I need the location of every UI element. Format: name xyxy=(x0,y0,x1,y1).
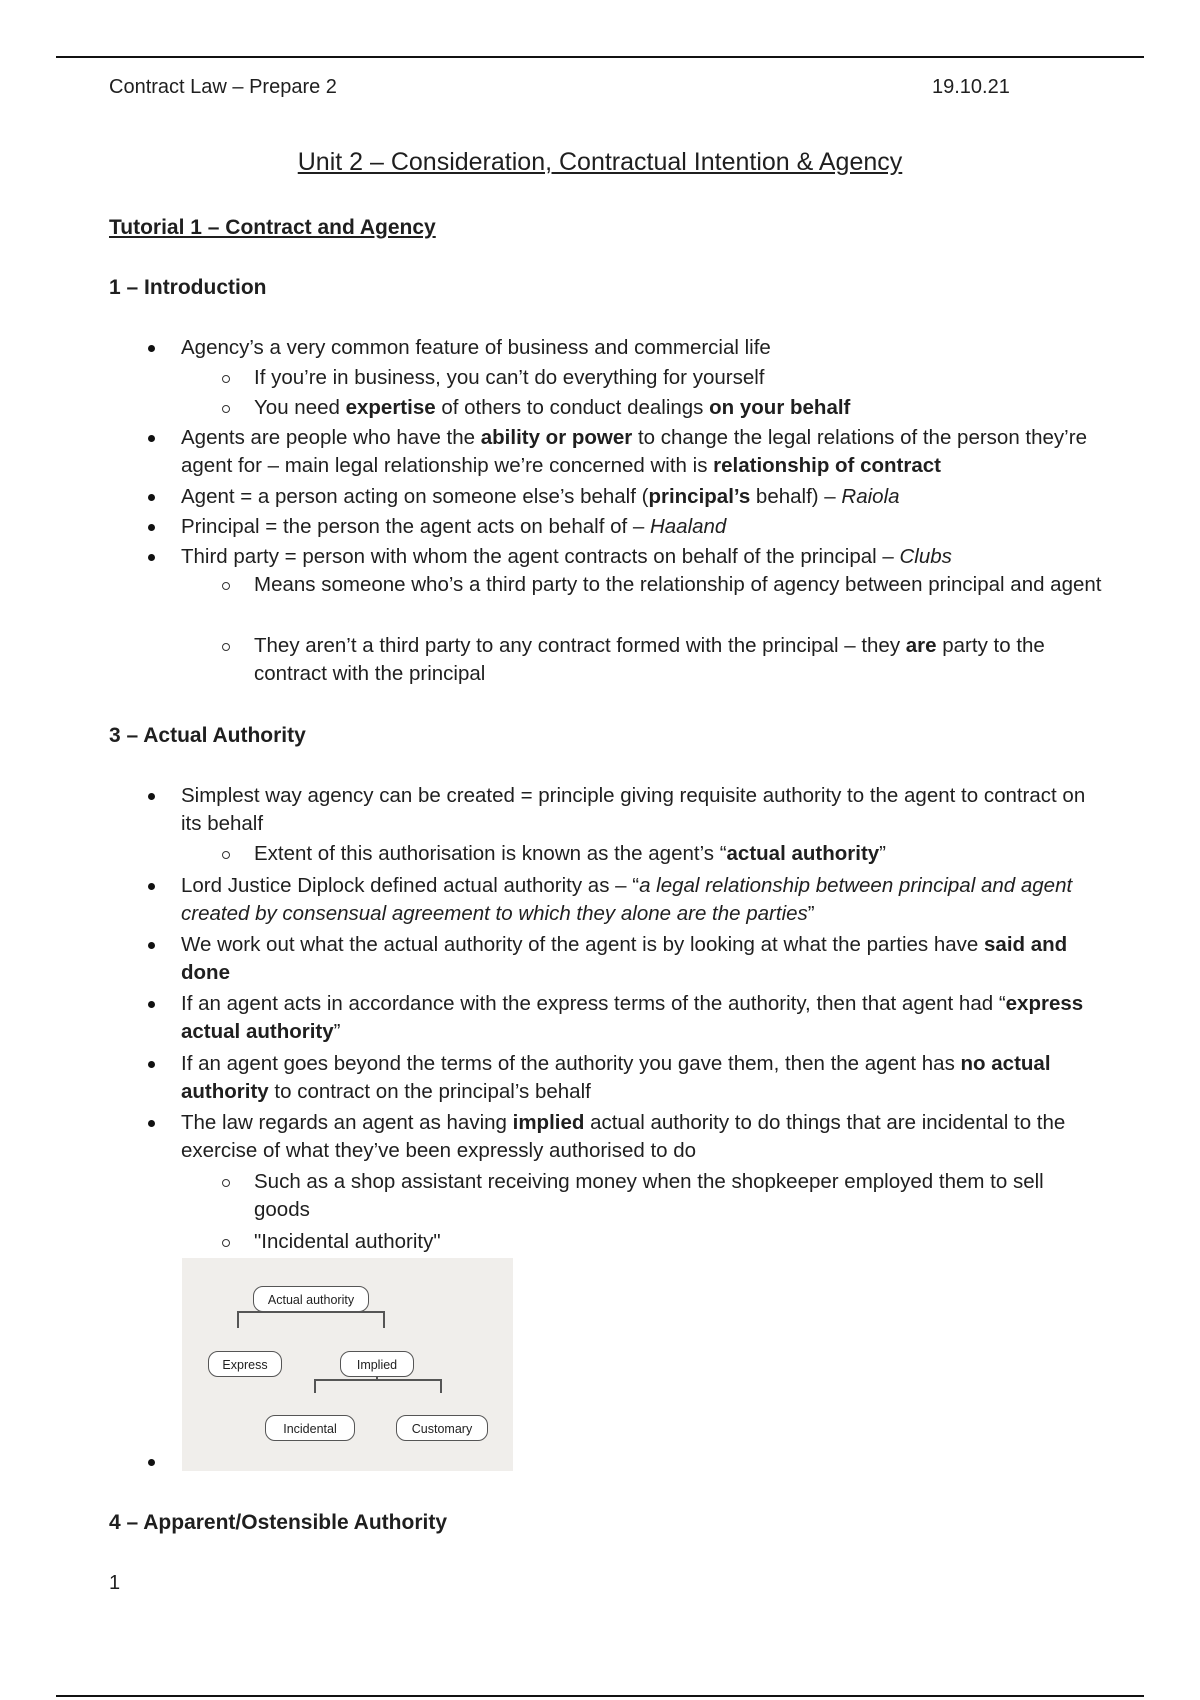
page-number: 1 xyxy=(109,1572,121,1594)
list-item: Simplest way agency can be created = principle giving requisite authority to the agent to contract on its behalf xyxy=(181,782,1101,838)
list-item: If an agent acts in accordance with the express terms of the authority, then that agent had “express actual authority” xyxy=(181,990,1101,1046)
sub-list-item: Means someone who’s a third party to the relationship of agency between principal and agent xyxy=(254,571,1104,599)
bottom-rule xyxy=(56,1695,1144,1697)
section-introduction-heading: 1 – Introduction xyxy=(109,276,267,299)
top-rule xyxy=(56,56,1144,58)
authority-tree-diagram xyxy=(182,1258,513,1471)
list-item: We work out what the actual authority of the agent is by looking at what the parties have said and done xyxy=(181,931,1101,987)
section-apparent-authority-heading: 4 – Apparent/Ostensible Authority xyxy=(109,1511,447,1534)
header-left: Contract Law – Prepare 2 xyxy=(109,76,337,98)
diagram-node-customary: Customary xyxy=(396,1415,488,1441)
page-title: Unit 2 – Consideration, Contractual Intention & Agency xyxy=(297,148,903,176)
sub-list-item: If you’re in business, you can’t do everything for yourself xyxy=(254,364,1104,392)
list-item: If an agent goes beyond the terms of the authority you gave them, then the agent has no actual authority to contract on the principal’s behalf xyxy=(181,1050,1101,1106)
sub-list-item: Extent of this authorisation is known as the agent’s “actual authority” xyxy=(254,840,1104,868)
list-item: Principal = the person the agent acts on behalf of – Haaland xyxy=(181,513,1101,541)
sub-list-item: Such as a shop assistant receiving money when the shopkeeper employed them to sell goods xyxy=(254,1168,1104,1224)
diagram-node-implied: Implied xyxy=(340,1351,414,1377)
list-item: Lord Justice Diplock defined actual authority as – “a legal relationship between principal and agent created by consensual agreement to which they alone are the parties” xyxy=(181,872,1101,928)
sub-list-item: You need expertise of others to conduct dealings on your behalf xyxy=(254,394,1104,422)
section-actual-authority-heading: 3 – Actual Authority xyxy=(109,724,306,747)
list-item: Agent = a person acting on someone else’s behalf (principal’s behalf) – Raiola xyxy=(181,483,1101,511)
sub-list-item: "Incidental authority" xyxy=(254,1228,1104,1256)
list-item: The law regards an agent as having implied actual authority to do things that are incidental to the exercise of what they’ve been expressly authorised to do xyxy=(181,1109,1101,1165)
list-item: Agency’s a very common feature of business and commercial life xyxy=(181,334,1101,362)
tutorial-heading: Tutorial 1 – Contract and Agency xyxy=(109,216,436,239)
diagram-node-actual-authority: Actual authority xyxy=(253,1286,369,1312)
diagram-node-express: Express xyxy=(208,1351,282,1377)
header-date: 19.10.21 xyxy=(932,76,1010,98)
empty-bullet xyxy=(148,1459,155,1466)
diagram-node-incidental: Incidental xyxy=(265,1415,355,1441)
list-item: Agents are people who have the ability or power to change the legal relations of the person they’re agent for – main legal relationship we’re concerned with is relationship of contract xyxy=(181,424,1101,480)
sub-list-item: They aren’t a third party to any contract formed with the principal – they are party to the contract with the principal xyxy=(254,632,1104,688)
list-item: Third party = person with whom the agent contracts on behalf of the principal – Clubs xyxy=(181,543,1101,571)
